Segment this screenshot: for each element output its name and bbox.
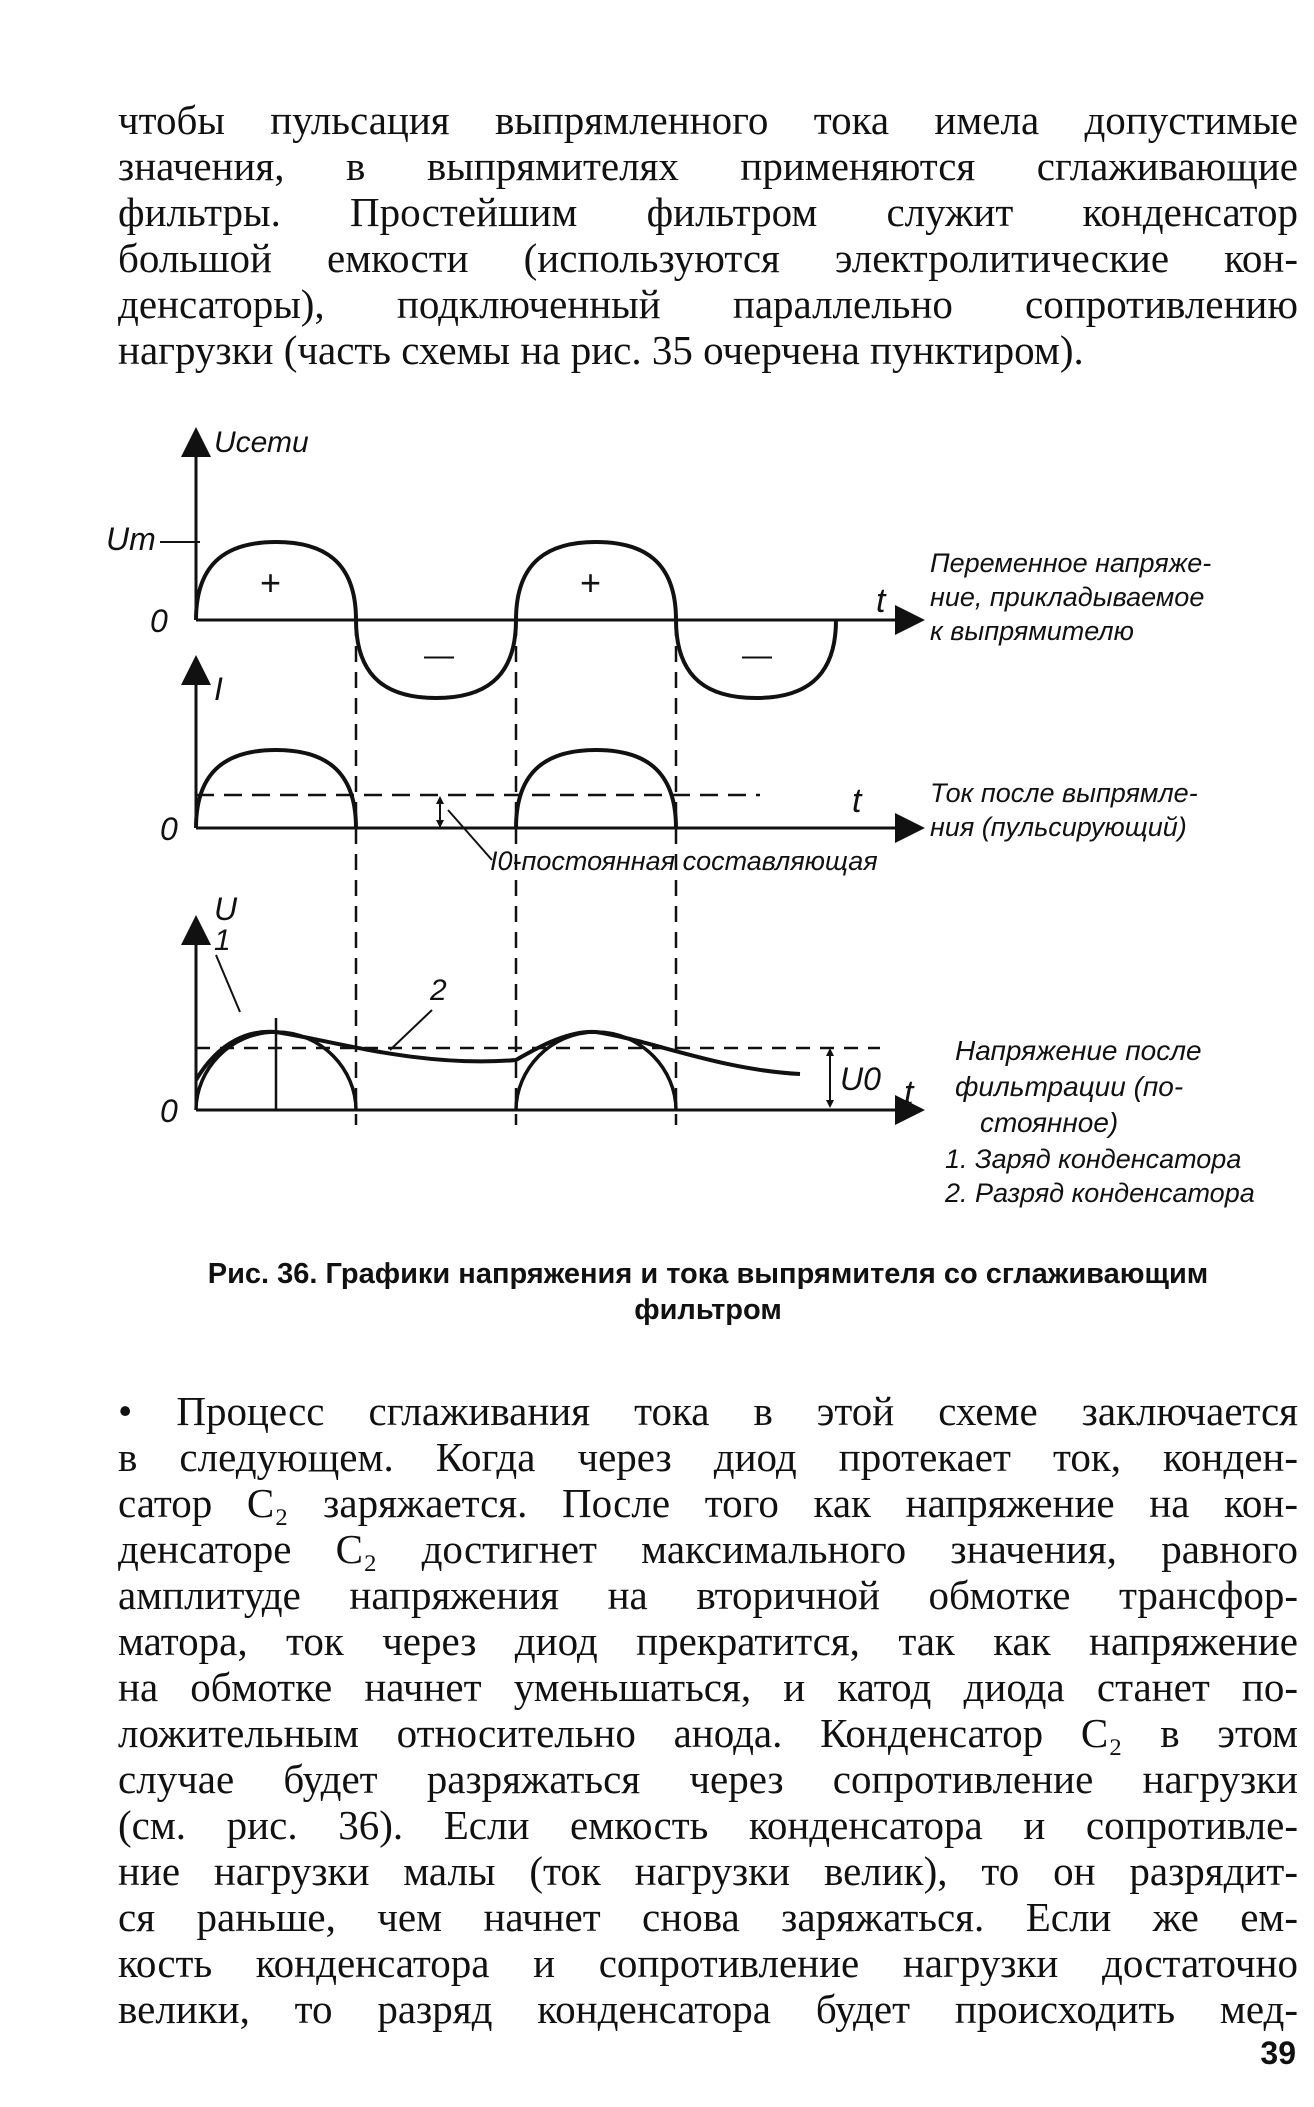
top-zero-label: 0 bbox=[150, 603, 168, 639]
page-number: 39 bbox=[1260, 2035, 1296, 2071]
charge-curve-1 bbox=[196, 1032, 676, 1110]
paragraph-line: денсаторы), подключенный параллельно сопротивлению bbox=[118, 281, 1298, 327]
top-desc-line: Переменное напряже- bbox=[930, 548, 1212, 578]
legend-line: 2. Разряд конденсатора bbox=[945, 1178, 1255, 1208]
paragraph-line: значения, в выпрямителях применяются сглаживающие bbox=[118, 143, 1298, 189]
paragraph-line: нагрузки (часть схемы на рис. 35 очерчена пунктиром). bbox=[118, 327, 1084, 373]
curve-1-label: 1 bbox=[214, 924, 231, 957]
plus-label-1: + bbox=[260, 562, 282, 603]
top-desc-line: ние, прикладываемое bbox=[930, 582, 1205, 612]
u0-label: U0 bbox=[840, 1061, 881, 1097]
paragraph-line: • Процесс сглаживания тока в этой схеме заключается bbox=[118, 1388, 1298, 1434]
bottom-desc-line: фильтрации (по- bbox=[955, 1071, 1184, 1102]
paragraph-line: амплитуде напряжения на вторичной обмотке трансфор- bbox=[118, 1572, 1298, 1618]
caption-line: фильтром bbox=[634, 1294, 782, 1326]
figure-caption bbox=[118, 1256, 1298, 1328]
top-desc-line: к выпрямителю bbox=[930, 616, 1134, 646]
bottom-desc-line: Напряжение после bbox=[955, 1035, 1202, 1066]
dc-pointer bbox=[448, 810, 492, 860]
middle-y-label: I bbox=[214, 671, 223, 707]
paragraph-line: в следующем. Когда через диод протекает ток, конден- bbox=[118, 1434, 1298, 1480]
plus-label-2: + bbox=[580, 562, 602, 603]
top-paragraph bbox=[118, 97, 1298, 373]
paragraph-line: на обмотке начнет уменьшаться, и катод диода станет по- bbox=[118, 1664, 1298, 1710]
paragraph-line: денсаторе C₂ достигнет максимального значения, равного bbox=[118, 1526, 1298, 1572]
top-y-label: Uсети bbox=[214, 426, 309, 459]
paragraph-line: фильтры. Простейшим фильтром служит конденсатор bbox=[118, 189, 1298, 235]
paragraph-line: ся раньше, чем начнет снова заряжаться. Если же ем- bbox=[118, 1894, 1298, 1940]
middle-desc-line: ния (пульсирующий) bbox=[930, 812, 1187, 842]
paragraph-line: сатор C₂ заряжается. После того как напряжение на кон- bbox=[118, 1480, 1298, 1526]
bottom-desc-line: стоянное) bbox=[980, 1107, 1119, 1138]
minus-label-1: — bbox=[424, 639, 454, 672]
discharge-curve-2 bbox=[196, 1032, 800, 1080]
paragraph-line: кость конденсатора и сопротивление нагрузки достаточно bbox=[118, 1940, 1298, 1986]
bottom-paragraph bbox=[118, 1388, 1298, 2032]
paragraph-line: случае будет разряжаться через сопротивление нагрузки bbox=[118, 1756, 1298, 1802]
middle-zero-label: 0 bbox=[160, 811, 178, 847]
middle-t-label: t bbox=[852, 782, 862, 820]
legend-line: 1. Заряд конденсатора bbox=[945, 1144, 1242, 1174]
rectified-current-curve bbox=[196, 750, 676, 828]
paragraph-line: чтобы пульсация выпрямленного тока имела допустимые bbox=[118, 97, 1298, 143]
paragraph-line: матора, ток через диод прекратится, так как напряжение bbox=[118, 1618, 1298, 1664]
minus-label-2: — bbox=[742, 639, 772, 672]
dc-component-label: I0-постоянная составляющая bbox=[490, 846, 878, 876]
paragraph-line: (см. рис. 36). Если емкость конденсатора и сопротивле- bbox=[118, 1802, 1298, 1848]
top-t-label: t bbox=[876, 582, 886, 620]
um-label: Um bbox=[106, 521, 156, 557]
curve-2-label: 2 bbox=[430, 974, 447, 1007]
bottom-t-label: t bbox=[904, 1074, 914, 1112]
bottom-y-label: U bbox=[214, 891, 238, 927]
figure-36 bbox=[0, 400, 1314, 1240]
middle-desc-line: Ток после выпрямле- bbox=[930, 778, 1198, 808]
bottom-zero-label: 0 bbox=[160, 1093, 178, 1129]
paragraph-line: ние нагрузки малы (ток нагрузки велик), то он разрядит- bbox=[118, 1848, 1298, 1894]
paragraph-line: велики, то разряд конденсатора будет происходить мед- bbox=[118, 1986, 1298, 2032]
paragraph-line: ложительным относительно анода. Конденсатор C₂ в этом bbox=[118, 1710, 1298, 1756]
caption-line: Рис. 36. Графики напряжения и тока выпрямителя со сглаживающим bbox=[207, 1258, 1209, 1290]
paragraph-line: большой емкости (используются электролитические кон- bbox=[118, 235, 1298, 281]
